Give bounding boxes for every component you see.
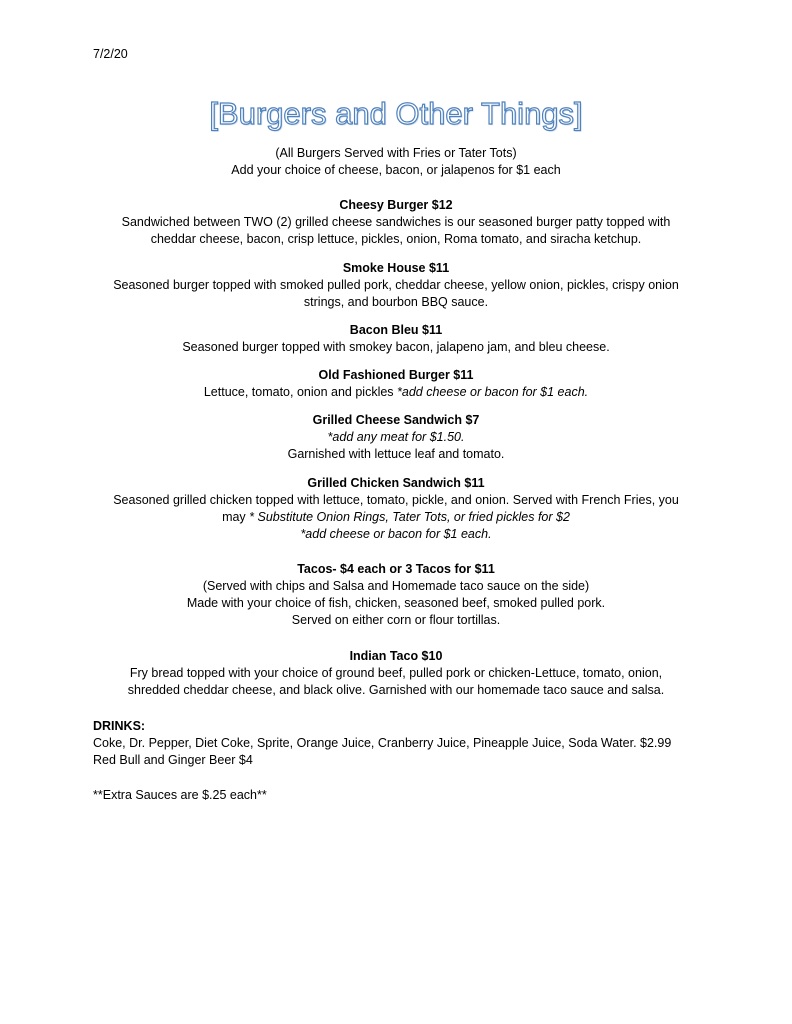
item-addon-note: *add any meat for $1.50.	[327, 430, 465, 444]
item-description: Seasoned grilled chicken topped with lettuce, tomato, pickle, and onion. Served with French Fries, you	[113, 493, 679, 507]
item-description	[90, 509, 702, 526]
item-name: Old Fashioned Burger $11	[318, 368, 474, 382]
intro-line: Add your choice of cheese, bacon, or jalapenos for $1 each	[231, 163, 561, 177]
menu-item-smoke-house	[90, 260, 702, 311]
item-description: (Served with chips and Salsa and Homemade taco sauce on the side)	[202, 579, 590, 593]
item-name: Tacos- $4 each or 3 Tacos for $11	[297, 562, 495, 576]
item-description: Seasoned burger topped with smokey bacon, jalapeno jam, and bleu cheese.	[182, 340, 610, 354]
item-description: Made with your choice of fish, chicken, seasoned beef, smoked pulled pork.	[186, 596, 606, 610]
item-addon-note: *add cheese or bacon for $1 each.	[397, 385, 589, 399]
item-description: Fry bread topped with your choice of ground beef, pulled pork or chicken-Lettuce, tomato, onion,	[129, 666, 663, 680]
menu-item-old-fashioned-burger	[90, 367, 702, 401]
item-name: Cheesy Burger $12	[339, 198, 453, 212]
item-name: Bacon Bleu $11	[349, 323, 443, 337]
menu-item-indian-taco	[90, 648, 702, 699]
item-description: Seasoned burger topped with smoked pulled pork, cheddar cheese, yellow onion, pickles, crispy onion	[113, 278, 679, 292]
item-description	[90, 384, 702, 401]
document-date: 7/2/20	[93, 47, 128, 61]
item-name: Smoke House $11	[342, 261, 450, 275]
menu-item-grilled-chicken	[90, 475, 702, 543]
item-substitute-note: * Substitute Onion Rings, Tater Tots, or fried pickles for $2	[249, 510, 570, 524]
drinks-heading: DRINKS:	[93, 719, 146, 733]
extra-sauces-note: **Extra Sauces are $.25 each**	[93, 788, 267, 802]
menu-title: [Burgers and Other Things]	[209, 96, 583, 131]
menu-item-tacos	[90, 561, 702, 629]
item-description: Served on either corn or flour tortillas.	[291, 613, 501, 627]
menu-item-grilled-cheese	[90, 412, 702, 463]
drinks-list: Red Bull and Ginger Beer $4	[93, 753, 253, 767]
item-description-text: Lettuce, tomato, onion and pickles	[203, 385, 398, 399]
intro-line: (All Burgers Served with Fries or Tater Tots)	[275, 146, 517, 160]
item-description-text: may	[222, 510, 250, 524]
item-name: Indian Taco $10	[349, 649, 443, 663]
menu-item-bacon-bleu	[90, 322, 702, 356]
drinks-list: Coke, Dr. Pepper, Diet Coke, Sprite, Orange Juice, Cranberry Juice, Pineapple Juice, Soda Water. $2.99	[93, 736, 672, 750]
item-name: Grilled Cheese Sandwich $7	[312, 413, 480, 427]
item-description: shredded cheddar cheese, and black olive. Garnished with our homemade taco sauce and salsa.	[127, 683, 665, 697]
item-description: cheddar cheese, bacon, crisp lettuce, pickles, onion, Roma tomato, and siracha ketchup.	[150, 232, 642, 246]
item-addon-note: *add cheese or bacon for $1 each.	[300, 527, 492, 541]
item-description: strings, and bourbon BBQ sauce.	[303, 295, 489, 309]
item-name: Grilled Chicken Sandwich $11	[307, 476, 485, 490]
item-description: Garnished with lettuce leaf and tomato.	[287, 447, 505, 461]
drinks-section	[93, 718, 713, 769]
menu-item-cheesy-burger	[90, 197, 702, 248]
intro-section	[90, 145, 702, 179]
item-description: Sandwiched between TWO (2) grilled cheese sandwiches is our seasoned burger patty topped with	[121, 215, 671, 229]
